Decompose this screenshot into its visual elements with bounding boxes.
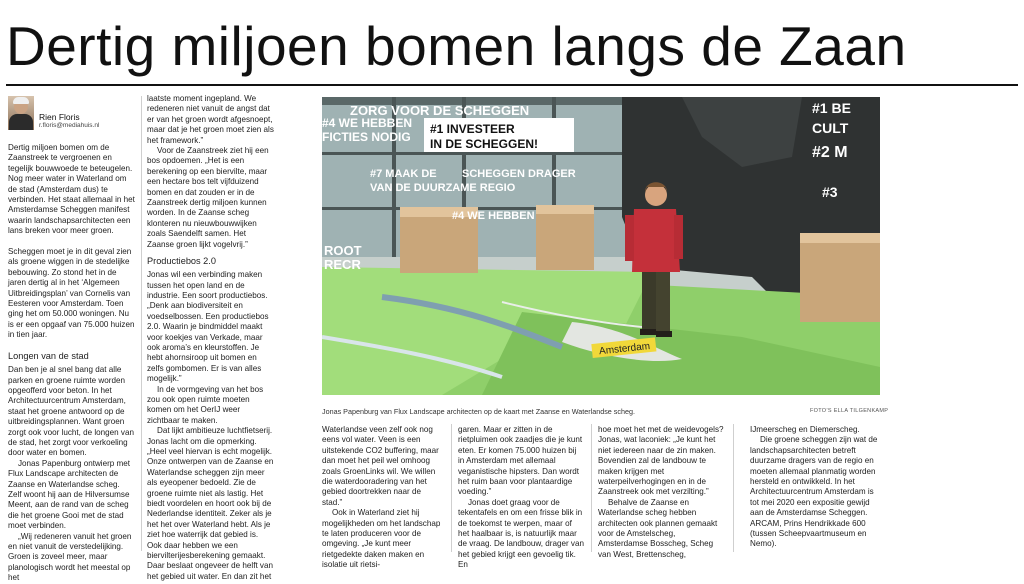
sign-2-m: #2 M — [812, 144, 848, 161]
column-1 — [8, 143, 135, 584]
photo-caption: Jonas Papenburg van Flux Landscape architecten op de kaart met Zaanse en Waterlandse scheg. — [322, 407, 635, 416]
paragraph: In de vormgeving van het bos zou ook open ruimte moeten komen om het OerIJ weer zichtbaar te maken. — [147, 384, 264, 425]
column-5 — [598, 425, 724, 560]
column-4 — [458, 425, 584, 571]
photo-credit: FOTO’S ELLA TILGENKAMP — [810, 408, 889, 414]
subheading-productiebos: Productiebos 2.0 — [147, 256, 216, 267]
sign-investeer: #1 INVESTEER — [430, 122, 515, 136]
article-photo — [322, 97, 880, 395]
paragraph: Dan ben je al snel bang dat alle parken en groene ruimte worden opgeofferd voor beton. In het Architectuurcentrum Amsterdam, staat het groene antwoord op de uitbreidingsplannen. Want groen zorgt ook voor lucht, de longen van de stad, het zorgt voor verkoeling door water en bomen. — [8, 365, 134, 458]
subheading-longen: Longen van de stad — [8, 351, 89, 362]
map-label-amsterdam: Amsterdam — [598, 340, 651, 358]
exhibition-photo-illustration — [322, 97, 880, 395]
paragraph: hoe moet het met de weidevogels? Jonas, wat laconiek: „Je kunt het niet iedereen naar de zin maken. Bovendien zal de landbouw te maken krijgen met waterpeilverhogingen en in de Zaanstreek ook met verzilting.” — [598, 425, 724, 497]
paragraph: Behalve de Zaanse en Waterlandse scheg hebben architecten ook plannen gemaakt voor de Amstelscheg, Amsterdamse Bosscheg, Scheg van West, Brettenscheg, — [598, 497, 718, 559]
sign-maak-de: #7 MAAK DE — [370, 168, 437, 180]
column-divider — [733, 424, 734, 552]
sign-ficties: FICTIES NODIG — [322, 130, 411, 144]
paragraph: „Wij redeneren vanuit het groen en niet vanuit de verstedelijking. Groen is zoveel meer, maar planologisch wordt het meestal op het — [8, 531, 132, 583]
column-divider — [591, 424, 592, 552]
column-divider — [451, 424, 452, 552]
author-name: Rien Floris — [39, 112, 80, 122]
sign-duurzame-regio: VAN DE DUURZAME REGIO — [370, 182, 516, 194]
sign-scheggen-drager: SCHEGGEN DRAGER — [462, 168, 576, 180]
sign-cult: CULT — [812, 120, 849, 136]
paragraph: Dat lijkt ambitieuze luchtfietserij. Jonas lacht om die opmerking. „Heel veel hiervan is echt mogelijk. Onze ontwerpen van de Zaanse en Waterlandse scheggen zijn meer als eyeopener bedoeld. Zie de groene ruimte niet als lastig. Het biedt voordelen en hoort ook bij de Nederlandse identiteit. Zeker als je het het over Waterland hebt. Als je ziet hoe waterrijk dat gebied is. Ook daar hebben we een biervilterijesberekening gemaakt. Daar beslaat ongeveer de helft van het gebied uit water. En dan zit het — [147, 426, 274, 581]
column-3 — [322, 425, 442, 571]
avatar-body — [9, 114, 33, 130]
byline — [8, 96, 138, 136]
paragraph: garen. Maar er zitten in de rietpluimen ook zaadjes die je kunt eten. Er komen 75.000 huizen bij in Amsterdam met allemaal veganistische hipsters. Dan wordt het ruim baan voor plantaardige voeding.” — [458, 425, 583, 497]
sign-recr: RECR — [324, 257, 361, 272]
sign-3: #3 — [822, 184, 838, 200]
sign-1-be: #1 BE — [812, 100, 851, 116]
headline-rule — [6, 84, 1018, 86]
sign-zorg: ZORG VOOR DE SCHEGGEN — [350, 103, 530, 118]
headline: Dertig miljoen bomen langs de Zaan — [6, 15, 907, 77]
paragraph: Waterlandse veen zelf ook nog eens vol water. Veen is een uitstekende CO2 buffering, maar dan moet het peil wel omhoog zoals GroenLinks wil. We willen die waterdooradering van het gebied doortrekken naar de stad.” — [322, 425, 439, 507]
paragraph: Jonas wil een verbinding maken tussen het open land en de industrie. Een soort productiebos. „Denk aan biodiversiteit en voedselbossen. Een productiebos 2.0. Waarin je bindmiddel maakt voor koekjes van Verkade, maar ook aroma’s en kleurstoffen. Je hebt ahornsiroop uit bomen en zelfs gombomen. Er is van alles mogelijk.” — [147, 270, 269, 384]
paragraph: Voor de Zaanstreek ziet hij een bos opdoemen. „Het is een berekening op een biervilte, maar een hectare bos telt vijfduizend bomen en dat zouden er in de Zaanstreek dertig miljoen kunnen worden. In de Zaanse scheg klonteren nu nieuwbouwwijken zoals Saendelft samen. Het Zaanse groen lijkt vogelvrij.” — [147, 146, 269, 249]
sign-we-hebben: #4 WE HEBBEN — [322, 116, 413, 130]
sign-4-we-hebben: #4 WE HEBBEN — [452, 210, 535, 222]
paragraph: laatste moment ingepland. We redeneren niet vanuit de angst dat er van het groen wordt afgesnoept, maar dat je het groen moet zien als het framework.” — [147, 94, 274, 145]
paragraph: Scheggen moet je in dit geval zien als groene wiggen in de stedelijke bebouwing. Zo stond het in de jaren dertig al in het ‘Algemeen Uitbreidingsplan’ van Cornelis van Eesteren voor Amsterdam. Toen ging het om 50.000 woningen. Nu is er een opgaaf van 75.000 huizen in tien jaar. — [8, 247, 135, 340]
paragraph: IJmeerscheg en Diemerscheg. — [750, 425, 860, 434]
avatar-hair — [13, 97, 29, 104]
column-2 — [147, 94, 275, 582]
paragraph: Ook in Waterland ziet hij mogelijkheden om het landschap te laten produceren voor de omgeving. „Je kunt meer rietgedekte daken maken en isolatie uit rietsi- — [322, 508, 441, 570]
paragraph: Jonas doet graag voor de tekentafels en om een frisse blik in de toekomst te werpen, maar of het haalbaar is, is natuurlijk maar de vraag. De landbouw, drager van het gebied krijgt een gevoelig tik. En — [458, 497, 584, 570]
author-avatar — [8, 96, 34, 130]
paragraph: Jonas Papenburg ontwierp met Flux Landscape architecten de Zaanse en Waterlandse scheg. Zelf woont hij aan de Hilversumse Meent, aan de rand van de scheg die het groene Gooi met de stad moet verbinden. — [8, 458, 131, 531]
column-6 — [750, 425, 878, 550]
sign-in-de-scheggen: IN DE SCHEGGEN! — [430, 137, 539, 151]
column-divider — [141, 96, 142, 551]
intro-paragraph: Dertig miljoen bomen om de Zaanstreek te vergroenen en tegelijk bouwwoede te beteugelen. Nog meer water in Waterland om de stad (Amsterdam dus) te verbinden. Het staat allemaal in het Amsterdamse Scheggen manifest waarin landschapsarchitecten een lans breken voor meer groen. — [8, 143, 135, 236]
paragraph: Die groene scheggen zijn wat de landschapsarchitecten betreft duurzame dragers van de regio en moeten allemaal planmatig worden hersteld en ontwikkeld. In het Architectuurcentrum Amsterdam is tot mei 2020 een expositie gewijd aan de Amsterdamse Scheggen. ARCAM, Prins Hendrikkade 600 (tussen Scheepvaartmuseum en Nemo). — [750, 435, 878, 549]
author-email[interactable]: r.floris@mediahuis.nl — [39, 122, 100, 129]
sign-root: ROOT — [324, 243, 362, 258]
